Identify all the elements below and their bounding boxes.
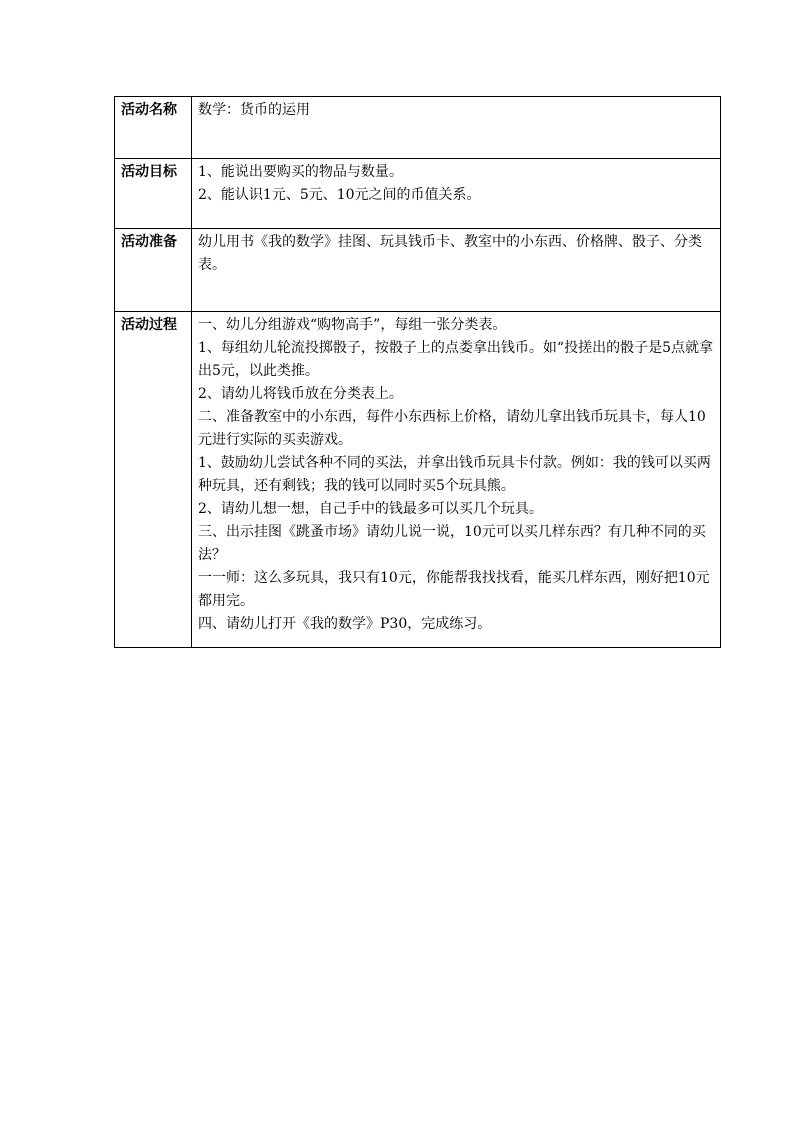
- table-row-activity-process: [115, 312, 721, 648]
- activity-name-label: 活动名称: [115, 97, 192, 159]
- activity-name-text: 数学：货币的运用: [198, 102, 310, 118]
- process-step-2: 二、准备教室中的小东西，每件小东西标上价格，请幼儿拿出钱币玩具卡，每人10元进行实际的买卖游戏。: [198, 409, 706, 448]
- activity-process-content: [192, 312, 721, 648]
- table-row-activity-name: [115, 97, 721, 159]
- goal-item-1: 1、能说出要购买的物品与数量。: [198, 164, 403, 180]
- process-step-3: 三、出示挂图《跳蚤市场》请幼儿说一说，10元可以买几样东西？有几种不同的买法？: [198, 524, 706, 563]
- process-step-1-2: 2、请幼儿将钱币放在分类表上。: [198, 386, 403, 402]
- process-step-1: 一、幼儿分组游戏“购物高手”，每组一张分类表。: [198, 317, 507, 333]
- goal-item-2: 2、能认识1元、5元、10元之间的币值关系。: [198, 187, 481, 203]
- activity-preparation-content: [192, 229, 721, 312]
- process-step-2-2: 2、请幼儿想一想，自己手中的钱最多可以买几个玩具。: [198, 501, 543, 517]
- process-step-3-teacher: 一一师：这么多玩具，我只有10元，你能帮我找找看，能买几样东西，刚好把10元都用完。: [198, 570, 710, 609]
- process-step-4: 四、请幼儿打开《我的数学》P30，完成练习。: [198, 616, 492, 632]
- activity-name-content: [192, 97, 721, 159]
- preparation-text: 幼儿用书《我的数学》挂图、玩具钱币卡、教室中的小东西、价格牌、骰子、分类表。: [198, 234, 702, 273]
- activity-preparation-label: 活动准备: [115, 229, 192, 312]
- activity-process-label: 活动过程: [115, 312, 192, 648]
- table-row-activity-preparation: [115, 229, 721, 312]
- activity-plan-table: [114, 96, 721, 648]
- process-step-2-1: 1、鼓励幼儿尝试各种不同的买法，并拿出钱币玩具卡付款。例如：我的钱可以买两种玩具，还有剩钱；我的钱可以同时买5个玩具熊。: [198, 455, 711, 494]
- activity-goal-label: 活动目标: [115, 159, 192, 229]
- process-step-1-1: 1、每组幼儿轮流投掷骰子，按骰子上的点娄拿出钱币。如“投搓出的骰子是5点就拿出5元，以此类推。: [198, 340, 713, 379]
- table-row-activity-goal: [115, 159, 721, 229]
- activity-goal-content: [192, 159, 721, 229]
